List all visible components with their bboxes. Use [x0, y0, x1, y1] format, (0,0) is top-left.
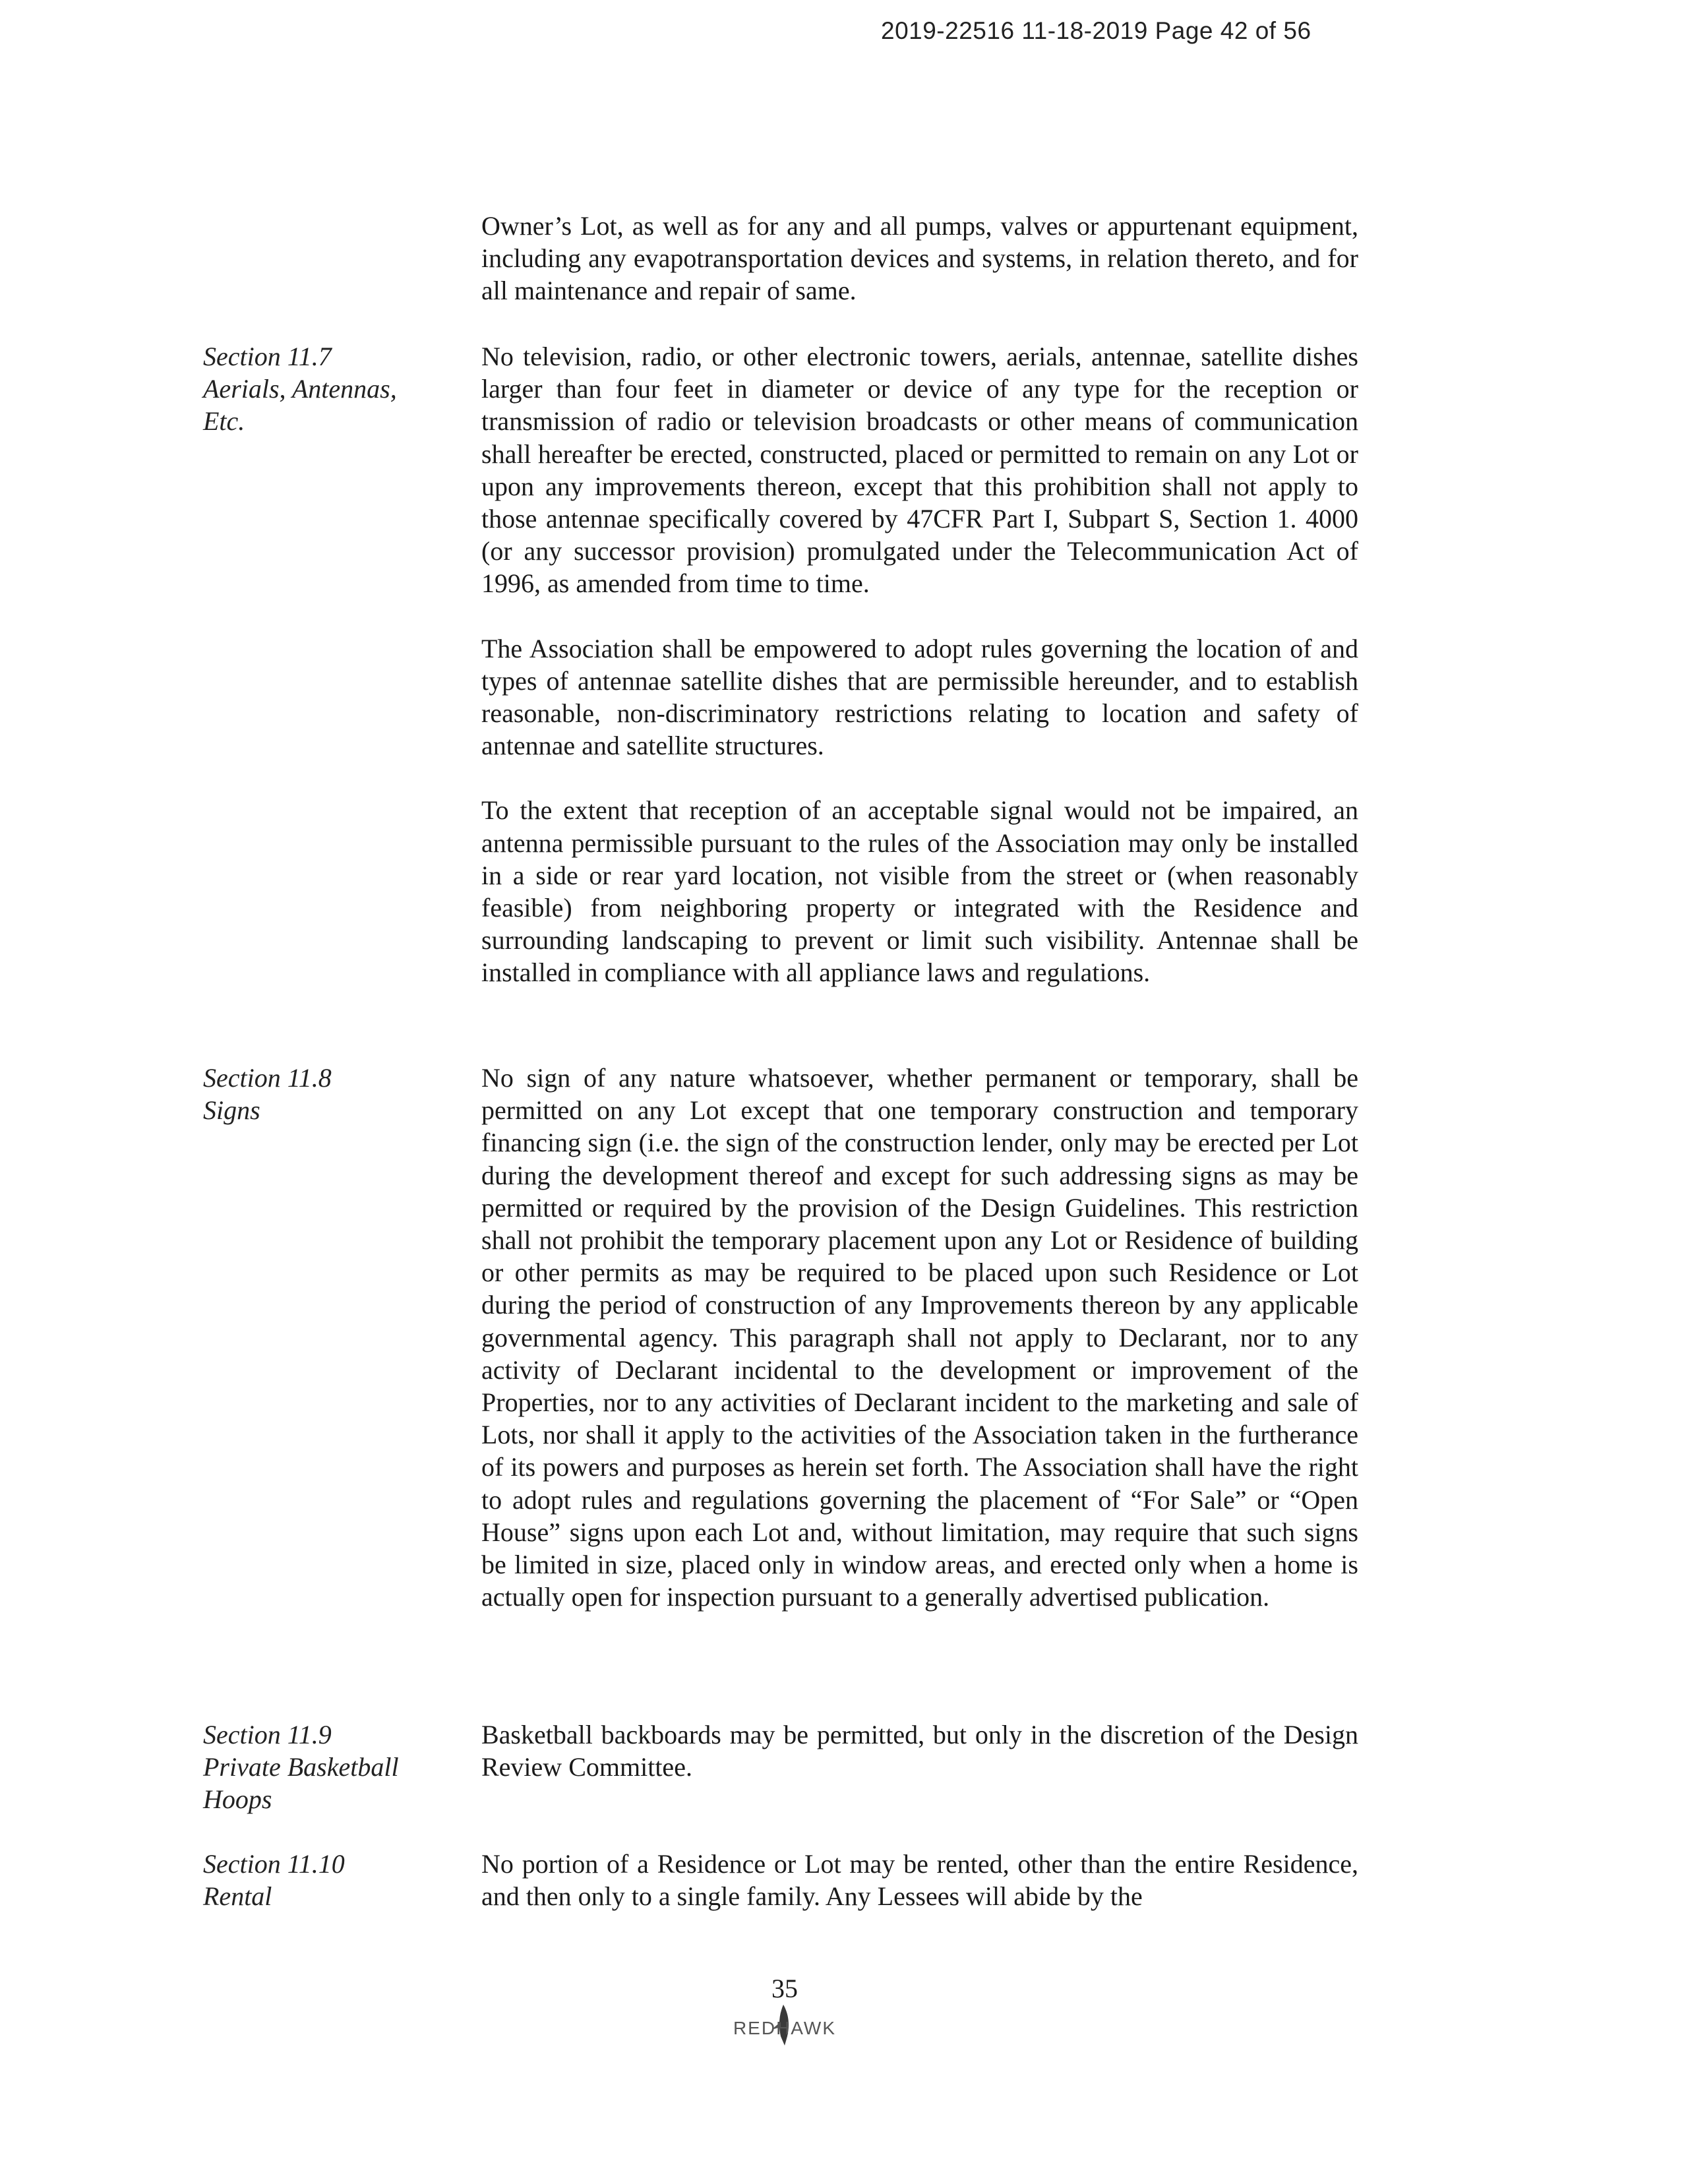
section-label [203, 1848, 427, 1912]
section-number: Section 11.9 [203, 1720, 332, 1749]
section-label [203, 1718, 427, 1815]
section-body [481, 1062, 1358, 1613]
section-label [203, 340, 427, 437]
recording-stamp: 2019-22516 11-18-2019 Page 42 of 56 [881, 17, 1311, 44]
section-number: Section 11.7 [203, 342, 332, 371]
paragraph: Owner’s Lot, as well as for any and all pumps, valves or appurtenant equipment, including any evapotransportation devices and systems, in relation thereto, and for all maintenance and repair of same. [481, 211, 1358, 306]
paragraph: No sign of any nature whatsoever, whether permanent or temporary, shall be permitted on any Lot except that one temporary construction and temporary financing sign (i.e. the sign of the construction lender, only may be erected per Lot during the development thereof and except for such addressing signs as may be permitted or required by the provision of the Design Guidelines. This restriction shall not prohibit the temporary placement upon any Lot or Residence of building or other permits as may be required to be placed upon such Residence or Lot during the period of construction of any Improvements thereon by any applicable governmental agency. This paragraph shall not apply to Declarant, nor to any activity of Declarant incidental to the development or improvement of the Properties, nor to any activities of Declarant incident to the marketing and sale of Lots, nor shall it apply to the activities of the Association taken in the furtherance of its powers and purposes as herein set forth. The Association shall have the right to adopt rules and regulations governing the placement of “For Sale” or “Open House” signs upon each Lot and, without limitation, may require that such signs be limited in size, placed only in window areas, and erected only when a home is actually open for inspection pursuant to a generally advertised publication. [481, 1063, 1358, 1612]
section-title-line: Hoops [203, 1784, 272, 1814]
section-body [481, 1848, 1358, 1912]
section-label [203, 1062, 427, 1126]
section-number: Section 11.8 [203, 1063, 332, 1093]
section-title-line: Etc. [203, 406, 245, 436]
paragraph: Basketball backboards may be permitted, but only in the discretion of the Design Review Committee. [481, 1720, 1358, 1782]
section-body [481, 210, 1358, 307]
paragraph: The Association shall be empowered to adopt rules governing the location of and types of antennae satellite dishes that are permissible hereunder, and to establish reasonable, non-discriminatory restrictions relating to location and safety of antennae and satellite structures. [481, 633, 1358, 761]
section-body [481, 1718, 1358, 1783]
section-title-line: Private Basketball [203, 1752, 399, 1782]
section-title-line: Rental [203, 1881, 272, 1911]
redhawk-logo [706, 2002, 864, 2048]
paragraph: To the extent that reception of an acceptable signal would not be impaired, an antenna permissible pursuant to the rules of the Association may only be installed in a side or rear yard location, not visible from the street or (when reasonably feasible) from neighboring property or integrated with the Residence and surrounding landscaping to prevent or limit such visibility. Antennae shall be installed in compliance with all appliance laws and regulations. [481, 795, 1358, 988]
paragraph: No television, radio, or other electronic towers, aerials, antennae, satellite dishes larger than four feet in diameter or device of any type for the reception or transmission of radio or television broadcasts or other means of communication shall hereafter be erected, constructed, placed or permitted to remain on any Lot or upon any improvements thereon, except that this prohibition shall not apply to those antennae specifically covered by 47CFR Part I, Subpart S, Section 1. 4000 (or any successor provision) promulgated under the Telecommunication Act of 1996, as amended from time to time. [481, 342, 1358, 599]
paragraph: No portion of a Residence or Lot may be rented, other than the entire Residence, and then only to a single family. Any Lessees will abide by the [481, 1849, 1358, 1912]
section-body [481, 340, 1358, 989]
section-number: Section 11.10 [203, 1849, 345, 1879]
page-number: 35 [771, 1974, 798, 2003]
logo-wordmark: REDHAWK [733, 2018, 837, 2038]
section-title-line: Signs [203, 1095, 260, 1125]
section-title-line: Aerials, Antennas, [203, 374, 397, 404]
